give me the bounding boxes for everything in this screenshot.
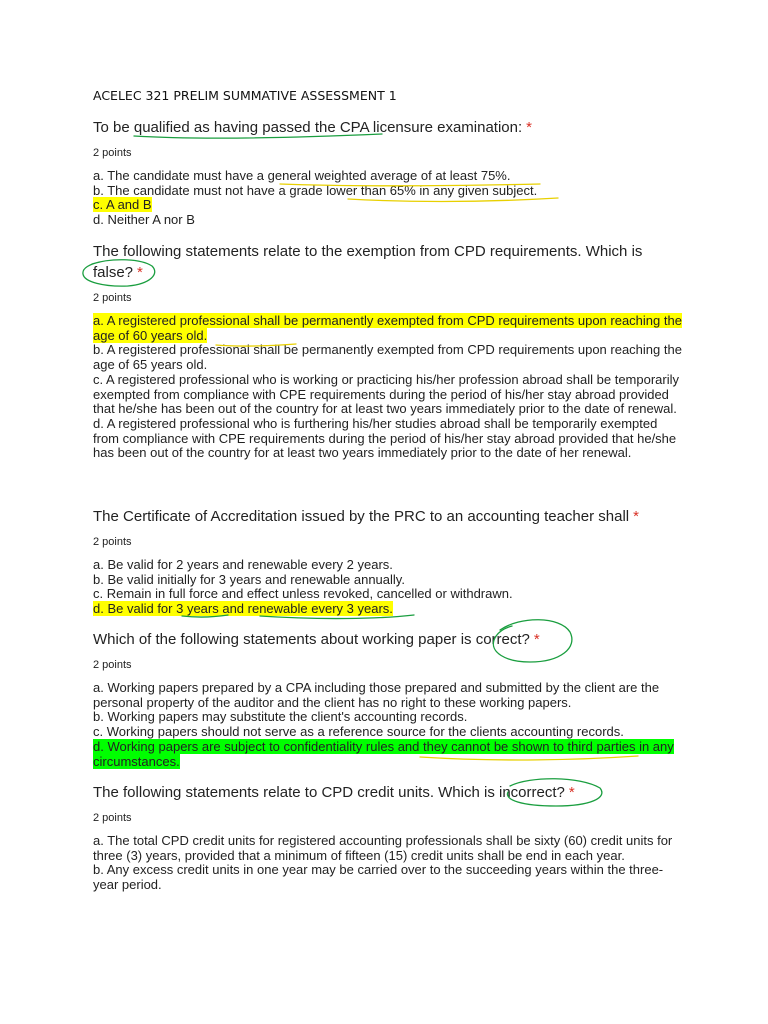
option-a: a. Working papers prepared by a CPA including those prepared and submitted by the client are the personal property of the auditor and the client has no right to these working papers. xyxy=(93,680,660,710)
option-d: d. Neither A nor B xyxy=(93,212,195,228)
option-d: d. Be valid for 3 years and renewable every 3 years. xyxy=(93,601,393,617)
required-mark: * xyxy=(568,784,575,801)
option-c: c. Working papers should not serve as a reference source for the clients accounting records. xyxy=(93,724,624,740)
required-mark: * xyxy=(526,119,532,136)
option-b: b. Any excess credit units in one year may be carried over to the succeeding years within the three-year period. xyxy=(93,862,664,893)
options-list xyxy=(93,558,683,617)
option-d: d. Working papers are subject to confidentiality rules and they cannot be shown to third parties in any circumstances. xyxy=(93,738,674,769)
question-5 xyxy=(93,782,683,893)
option-c: c. Remain in full force and effect unless revoked, cancelled or withdrawn. xyxy=(93,586,513,602)
required-mark: * xyxy=(633,508,639,525)
options-list xyxy=(93,169,683,228)
option-c: c. A registered professional who is working or practicing his/her profession abroad shall be temporarily exempted from compliance with CPE requirements during the period of his/her stay abroad provided that he/she has been out of the country for at least two years immediately prior to the date of renewal. xyxy=(93,371,680,417)
options-list xyxy=(93,314,683,461)
question-1 xyxy=(93,117,683,228)
option-d: d. A registered professional who is furthering his/her studies abroad shall be temporarily exempted from compliance with CPE requirements during the period of his/her stay abroad provided that he/she has been out of the country for at least two years immediately prior to the date of her renewal. xyxy=(93,415,677,461)
document-title: ACELEC 321 PRELIM SUMMATIVE ASSESSMENT 1 xyxy=(93,88,397,103)
option-b: b. The candidate must not have a grade lower than 65% in any given subject. xyxy=(93,182,538,198)
question-2 xyxy=(93,241,683,461)
question-text: Which of the following statements about working paper is correct? * xyxy=(93,631,540,648)
points-label: 2 points xyxy=(93,659,132,671)
option-c: c. A and B xyxy=(93,197,152,213)
option-a: a. The total CPD credit units for registered accounting professionals shall be sixty (60) credit units for three (3) years, provided that a minimum of fifteen (15) credit units shall be end in each year. xyxy=(93,833,673,863)
question-4 xyxy=(93,629,683,769)
points-label: 2 points xyxy=(93,536,132,548)
points-label: 2 points xyxy=(93,812,132,824)
points-label: 2 points xyxy=(93,292,132,304)
option-b: b. Be valid initially for 3 years and renewable annually. xyxy=(93,571,405,587)
question-text: The following statements relate to the exemption from CPD requirements. Which is false? * xyxy=(93,243,643,281)
options-list xyxy=(93,834,683,893)
option-b: b. Working papers may substitute the client's accounting records. xyxy=(93,709,468,725)
question-text: The Certificate of Accreditation issued by the PRC to an accounting teacher shall * xyxy=(93,508,639,525)
question-3 xyxy=(93,506,683,617)
required-mark: * xyxy=(533,631,540,648)
option-b: b. A registered professional shall be permanently exempted from CPD requirements upon reaching the age of 65 years old. xyxy=(93,342,682,373)
points-label: 2 points xyxy=(93,147,132,159)
options-list xyxy=(93,681,683,769)
question-text: The following statements relate to CPD credit units. Which is incorrect? * xyxy=(93,784,575,801)
option-a: a. Be valid for 2 years and renewable every 2 years. xyxy=(93,557,393,572)
option-a: a. A registered professional shall be permanently exempted from CPD requirements upon reaching the age of 60 years old. xyxy=(93,313,682,343)
question-text: To be qualified as having passed the CPA licensure examination: * xyxy=(93,119,532,136)
option-a: a. The candidate must have a general weighted average of at least 75%. xyxy=(93,168,511,183)
required-mark: * xyxy=(137,264,143,281)
